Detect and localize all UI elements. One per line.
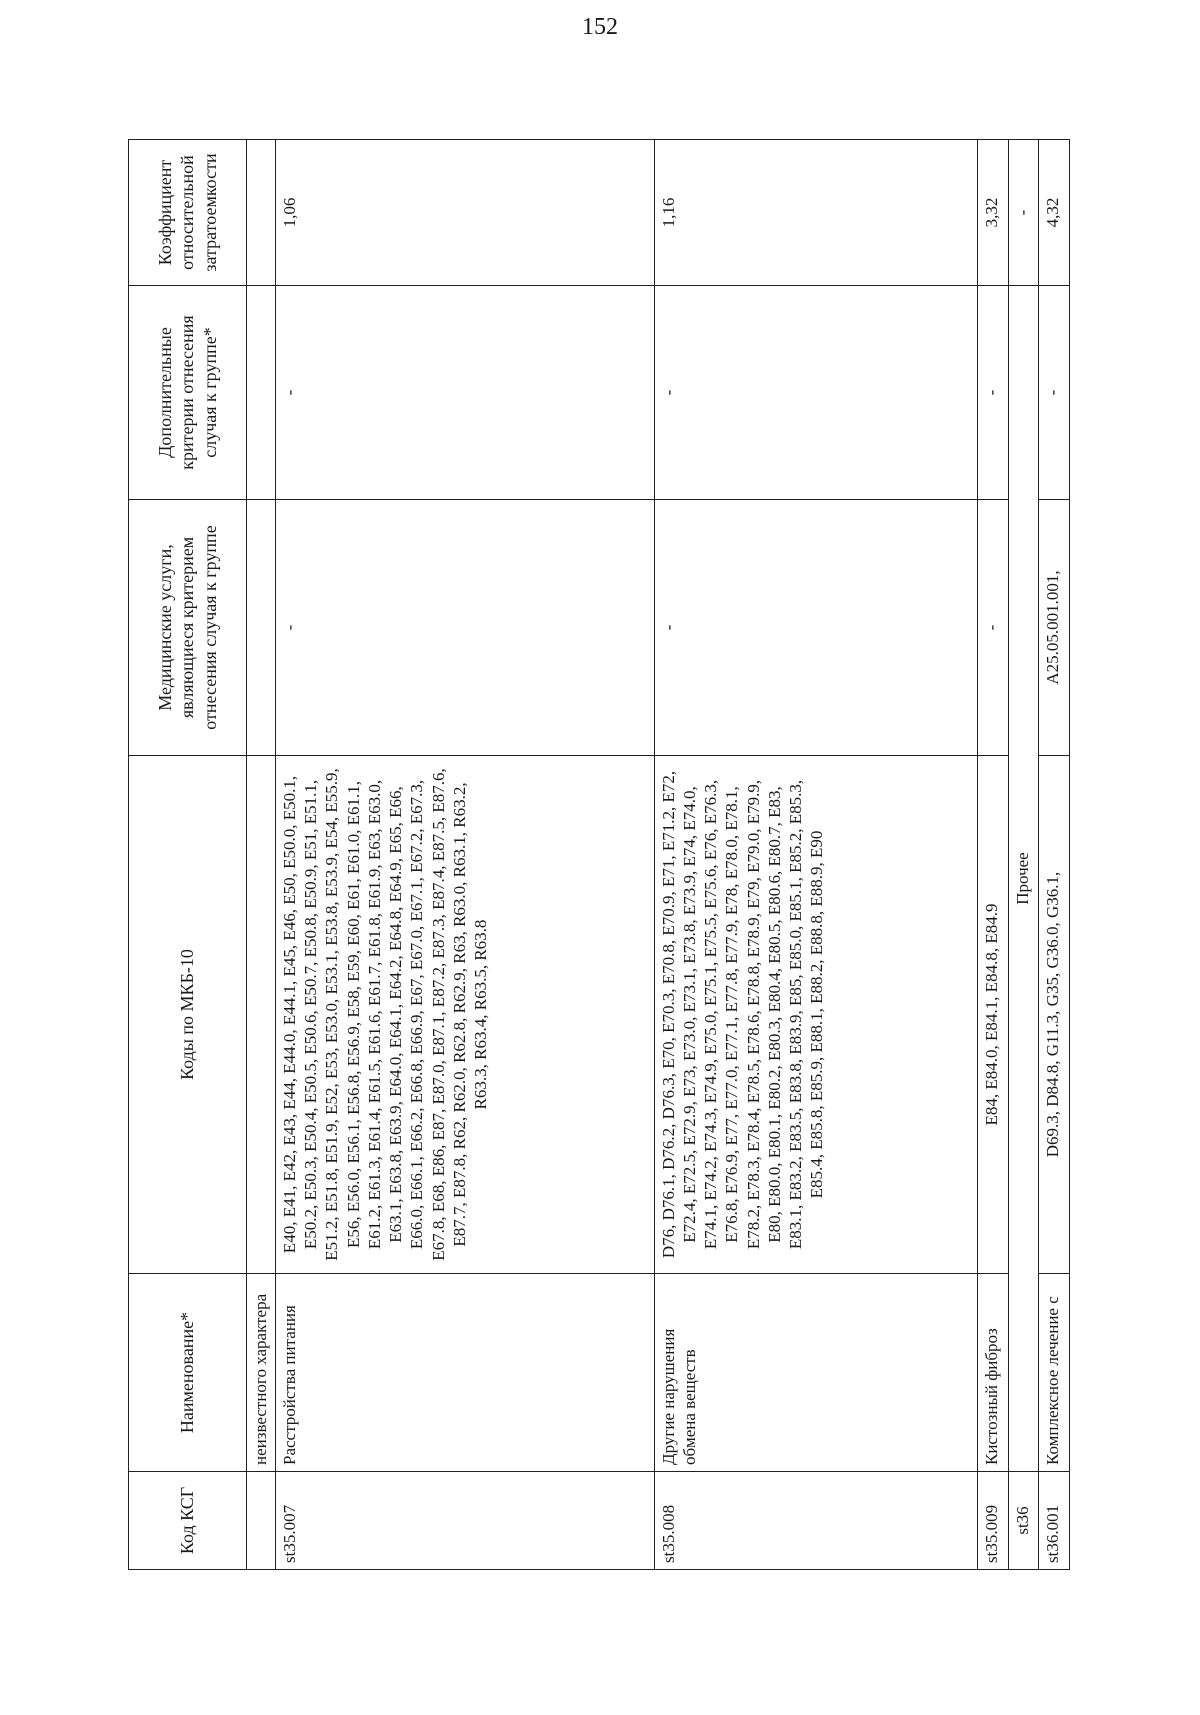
table-row (275, 140, 654, 1570)
cell-name: Кистозный фиброз (977, 1274, 1008, 1472)
cell-services (247, 500, 276, 756)
section-title: Прочее (1008, 286, 1039, 1472)
cell-services: - (275, 500, 654, 756)
cell-name: неизвестного характера (247, 1274, 276, 1472)
cell-services: - (654, 500, 977, 756)
cell-coef (247, 140, 276, 286)
cell-code: st35.009 (977, 1472, 1008, 1570)
header-services: Медицинские услуги, являющиеся критерием отнесения случая к группе (129, 500, 247, 756)
table-row (1039, 140, 1070, 1570)
header-code: Код КСГ (129, 1472, 247, 1570)
cell-coef: 1,16 (654, 140, 977, 286)
cell-services: A25.05.001.001, (1039, 500, 1070, 756)
table-row (654, 140, 977, 1570)
cell-name: Комплексное лечение с (1039, 1274, 1070, 1472)
cell-mkb (247, 756, 276, 1274)
cell-services: - (977, 500, 1008, 756)
cell-criteria (247, 286, 276, 500)
header-coef: Коэффициент относительной затратоемкости (129, 140, 247, 286)
cell-code: st35.007 (275, 1472, 654, 1570)
cell-coef: 3,32 (977, 140, 1008, 286)
cell-code: st36.001 (1039, 1472, 1070, 1570)
cell-coef: 1,06 (275, 140, 654, 286)
header-name: Наименование* (129, 1274, 247, 1472)
section-row (1008, 140, 1039, 1570)
cell-coef: 4,32 (1039, 140, 1070, 286)
table-row (977, 140, 1008, 1570)
cell-code: st35.008 (654, 1472, 977, 1570)
table-rotated-container (128, 140, 1070, 1570)
cell-criteria: - (654, 286, 977, 500)
page-number: 152 (582, 14, 618, 40)
cell-name: Другие нарушения обмена веществ (654, 1274, 977, 1472)
section-code: st36 (1008, 1472, 1039, 1570)
cell-criteria: - (275, 286, 654, 500)
cell-mkb: D69.3, D84.8, G11.3, G35, G36.0, G36.1, (1039, 756, 1070, 1274)
cell-mkb: D76, D76.1, D76.2, D76.3, E70, E70.3, E70.8, E70.9, E71, E71.2, E72, E72.4, E72.5, E72.9, E73, E73.0, E73.1, E73.8, E73.9, E74, E74.0, E74.1, E74.2, E74.3, E74.9, E75.0, E75.1, E75.5, E75.6, E76, E76.3, E76.8, E76.9, E77, E77.0, E77.1, E77.8, E77.9, E78, E78.0, E78.1, E78.2, E78.3, E78.4, E78.5, E78.6, E78.8, E78.9, E79, E79.0, E79.9, E80, E80.0, E80.1, E80.2, E80.3, E80.4, E80.5, E80.6, E80.7, E83, E83.1, E83.2, E83.5, E83.8, E83.9, E85, E85.0, E85.1, E85.2, E85.3, E85.4, E85.8, E85.9, E88.1, E88.2, E88.8, E88.9, E90 (654, 756, 977, 1274)
table-header-row (129, 140, 247, 1570)
cell-name: Расстройства питания (275, 1274, 654, 1472)
section-coef: - (1008, 140, 1039, 286)
ksg-table (128, 139, 1070, 1570)
table-row-continuation (247, 140, 276, 1570)
cell-criteria: - (1039, 286, 1070, 500)
cell-mkb: E40, E41, E42, E43, E44, E44.0, E44.1, E45, E46, E50, E50.0, E50.1, E50.2, E50.3, E50.4, E50.5, E50.6, E50.7, E50.8, E50.9, E51, E51.1, E51.2, E51.8, E51.9, E52, E53, E53.0, E53.1, E53.8, E53.9, E54, E55.9, E56, E56.0, E56.1, E56.8, E56.9, E58, E59, E60, E61, E61.0, E61.1, E61.2, E61.3, E61.4, E61.5, E61.6, E61.7, E61.8, E61.9, E63, E63.0, E63.1, E63.8, E63.9, E64.0, E64.1, E64.2, E64.8, E64.9, E65, E66, E66.0, E66.1, E66.2, E66.8, E66.9, E67, E67.0, E67.1, E67.2, E67.3, E67.8, E68, E86, E87, E87.0, E87.1, E87.2, E87.3, E87.4, E87.5, E87.6, E87.7, E87.8, R62, R62.0, R62.8, R62.9, R63, R63.0, R63.1, R63.2, R63.3, R63.4, R63.5, R63.8 (275, 756, 654, 1274)
header-mkb: Коды по МКБ-10 (129, 756, 247, 1274)
cell-mkb: E84, E84.0, E84.1, E84.8, E84.9 (977, 756, 1008, 1274)
header-criteria: Дополнительные критерии отнесения случая к группе* (129, 286, 247, 500)
cell-criteria: - (977, 286, 1008, 500)
cell-code (247, 1472, 276, 1570)
